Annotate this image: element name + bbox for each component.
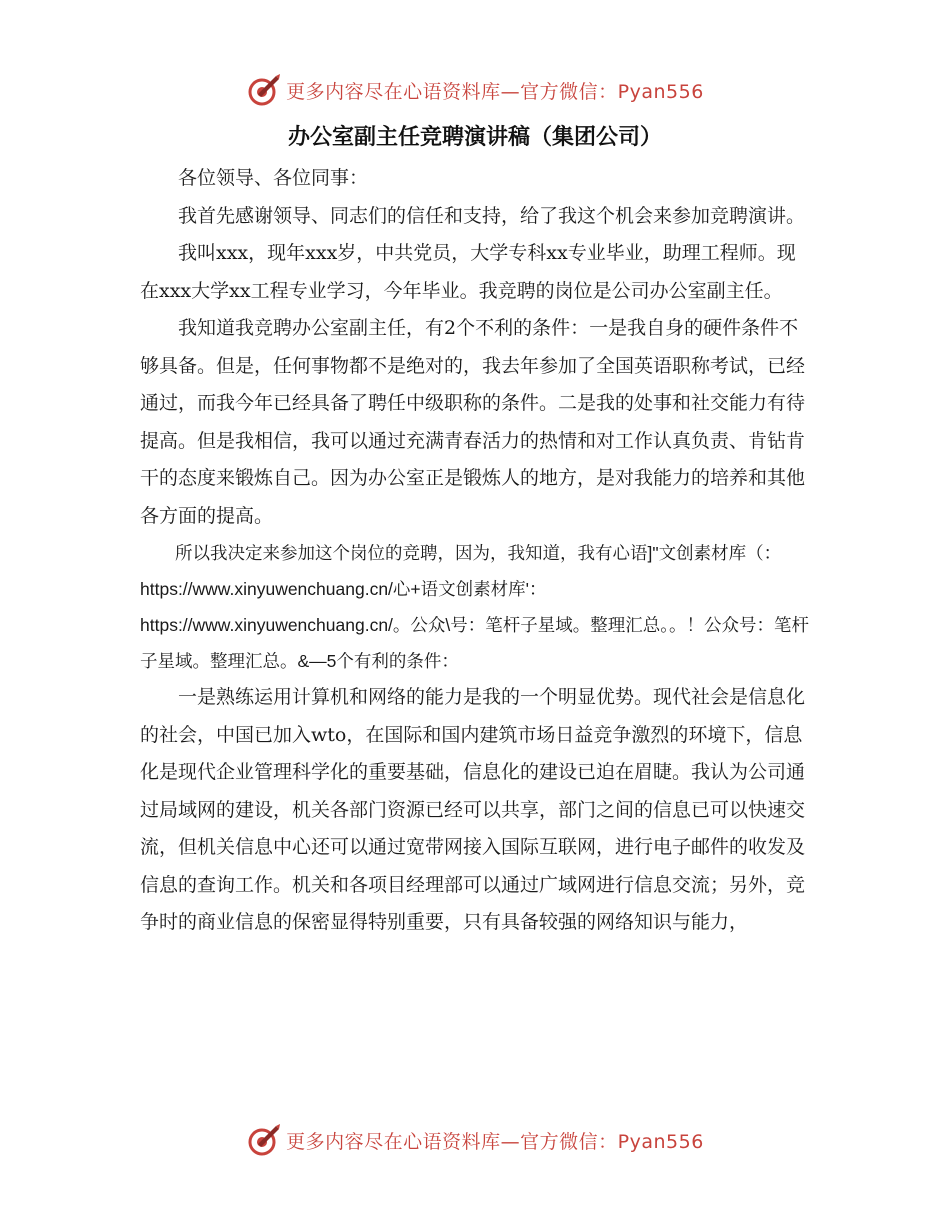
document-body [140, 160, 810, 942]
quill-logo-icon [246, 72, 282, 108]
paragraph-disadvantages: 我知道我竞聘办公室副主任，有2个不利的条件：一是我自身的硬件条件不够具备。但是，任何事物都不是绝对的，我去年参加了全国英语职称考试，已经通过，而我今年已经具备了聘任中级职称的条件。二是我的处事和社交能力有待提高。但是我相信，我可以通过充满青春活力的热情和对工作认真负责、肯钻肯干的态度来锻炼自己。因为办公室正是锻炼人的地方，是对我能力的培养和其他各方面的提高。 [140, 317, 806, 527]
banner-text: 更多内容尽在心语资料库—官方微信：Pyan556 [286, 80, 704, 103]
paragraph-thanks: 我首先感谢领导、同志们的信任和支持，给了我这个机会来参加竞聘演讲。 [178, 204, 806, 227]
paragraph-greeting: 各位领导、各位同事： [178, 167, 369, 189]
document-title: 办公室副主任竞聘演讲稿（集团公司） [287, 125, 662, 150]
banner-text: 更多内容尽在心语资料库—官方微信：Pyan556 [286, 1130, 704, 1153]
footer-watermark-banner [0, 1120, 950, 1160]
paragraph-advantage-one: 一是熟练运用计算机和网络的能力是我的一个明显优势。现代社会是信息化的社会，中国已加入wto，在国际和国内建筑市场日益竞争激烈的环境下，信息化是现代企业管理科学化的重要基础，信息化的建设已迫在眉睫。我认为公司通过局域网的建设，机关各部门资源已经可以共享，部门之间的信息已可以快速交流，但机关信息中心还可以通过宽带网接入国际互联网，进行电子邮件的收发及信息的查询工作。机关和各项目经理部可以通过广域网进行信息交流；另外，竞争时的商业信息的保密显得特别重要，只有具备较强的网络知识与能力， [140, 686, 806, 933]
paragraph-introduction: 我叫xxx，现年xxx岁，中共党员，大学专科xx专业毕业，助理工程师。现在xxx大学xx工程专业学习，今年毕业。我竞聘的岗位是公司办公室副主任。 [140, 242, 796, 302]
header-watermark-banner [0, 70, 950, 110]
paragraph-advantages-intro: 所以我决定来参加这个岗位的竞聘，因为，我知道，我有心语]"文创素材库（：https://www.xinyuwenchuang.cn/心+语文创素材库'：https://www.xinyuwenchuang.cn/。公众\号：笔杆子星域。整理汇总。。！公众号：笔杆子星域。整理汇总。&—5个有利的条件： [140, 543, 810, 671]
quill-logo-icon [246, 1122, 282, 1158]
